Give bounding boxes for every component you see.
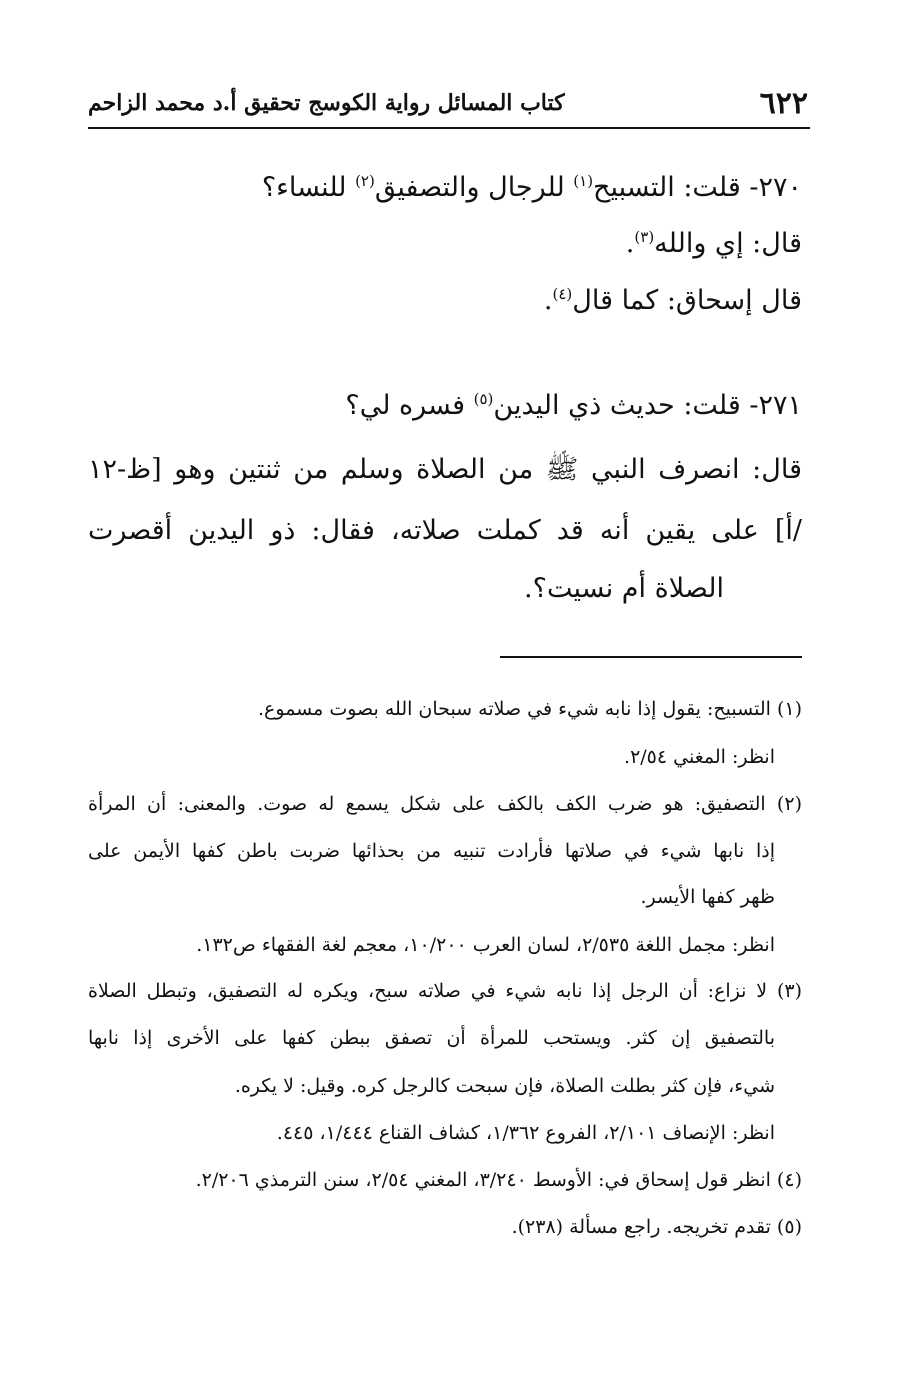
question-271-line bbox=[345, 390, 802, 421]
answer-271-line-2: /أ] على يقين أنه قد كملت صلاته، فقال: ذو اليدين أقصرت bbox=[88, 515, 802, 546]
ishaq-270-line bbox=[544, 285, 802, 316]
answer-270-line bbox=[626, 228, 802, 259]
footnote-2: (٢) التصفيق: هو ضرب الكف بالكف على شكل يسمع له صوت. والمعنى: أن المرأة bbox=[88, 793, 802, 815]
text-run: فسره لي؟ bbox=[345, 390, 474, 421]
footnote-ref: (٤) bbox=[552, 285, 573, 303]
answer-271-line-1: قال: انصرف النبي ﷺ من الصلاة وسلم من ثنتين وهو [ظ-١٢ bbox=[88, 454, 802, 485]
footnote-3: (٣) لا نزاع: أن الرجل إذا نابه شيء في صلاته سبح، ويكره له التصفيق، وتبطل الصلاة bbox=[88, 980, 802, 1002]
footnote-4: (٤) انظر قول إسحاق في: الأوسط ٣/٢٤٠، المغني ٢/٥٤، سنن الترمذي ٢/٢٠٦. bbox=[195, 1169, 802, 1191]
page-header bbox=[88, 86, 808, 126]
footnote-3-cont: شيء، فإن كثر بطلت الصلاة، فإن سبحت كالرجل كره. وقيل: لا يكره. bbox=[234, 1075, 775, 1097]
text-run: قال: إي والله bbox=[654, 228, 802, 259]
footnote-2-cont: ظهر كفها الأيسر. bbox=[640, 886, 775, 908]
footnote-3-ref: انظر: الإنصاف ٢/١٠١، الفروع ١/٣٦٢، كشاف القناع ١/٤٤٤، ٤٤٥. bbox=[276, 1122, 775, 1144]
footnote-2-cont: إذا نابها شيء في صلاتها فأرادت تنبيه من بحذائها ضربت باطن كفها الأيمن على bbox=[88, 840, 775, 862]
footnote-ref: (١) bbox=[573, 172, 594, 190]
text-run: . bbox=[543, 285, 553, 316]
text-run: للرجال والتصفيق bbox=[374, 172, 574, 203]
footnote-5: (٥) تقدم تخريجه. راجع مسألة (٢٣٨). bbox=[511, 1216, 802, 1238]
page-number: ٦٢٢ bbox=[759, 86, 808, 121]
text-run: قال إسحاق: كما قال bbox=[572, 285, 802, 316]
header-rule bbox=[88, 127, 810, 129]
footnote-ref: (٢) bbox=[355, 172, 375, 190]
footnote-1-ref: انظر: المغني ٢/٥٤. bbox=[624, 746, 775, 768]
text-run: للنساء؟ bbox=[261, 172, 356, 203]
text-run: ٢٧٠- قلت: التسبيح bbox=[593, 172, 802, 203]
running-title: كتاب المسائل رواية الكوسج تحقيق أ.د محمد الزاحم bbox=[88, 90, 565, 116]
footnote-ref: (٥) bbox=[473, 390, 494, 408]
footnote-ref: (٣) bbox=[634, 228, 655, 246]
footnote-separator bbox=[500, 656, 802, 658]
footnote-2-ref: انظر: مجمل اللغة ٢/٥٣٥، لسان العرب ١٠/٢٠٠، معجم لغة الفقهاء ص١٣٢. bbox=[196, 934, 775, 956]
text-run: . bbox=[625, 228, 635, 259]
question-270-line bbox=[262, 172, 802, 203]
text-run: ٢٧١- قلت: حديث ذي اليدين bbox=[493, 390, 802, 421]
footnote-3-cont: بالتصفيق إن كثر. ويستحب للمرأة أن تصفق ببطن كفها على الأخرى إذا نابها bbox=[88, 1027, 775, 1049]
answer-271-line-3: الصلاة أم نسيت؟. bbox=[524, 573, 724, 604]
footnote-1: (١) التسبيح: يقول إذا نابه شيء في صلاته سبحان الله بصوت مسموع. bbox=[258, 698, 802, 720]
